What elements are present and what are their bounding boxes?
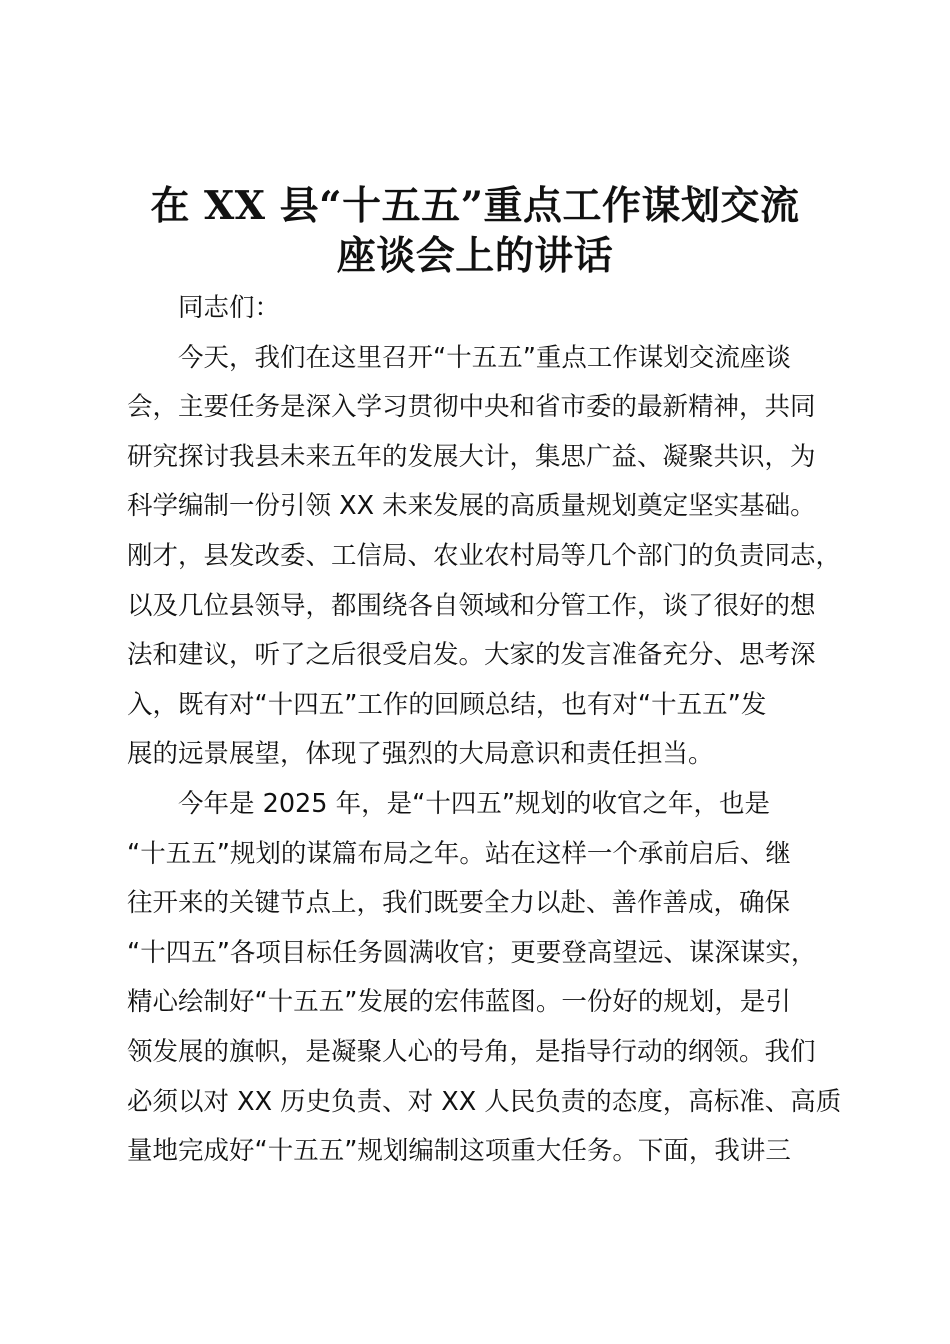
document-title: [100, 181, 850, 281]
paragraph-2-line-6: 领发展的旗帜，是凝聚人心的号角，是指导行动的纲领。我们: [127, 1036, 816, 1067]
paragraph-1-line-3: 研究探讨我县未来五年的发展大计，集思广益、凝聚共识，为: [127, 441, 816, 472]
paragraph-2-line-8: 量地完成好“十五五”规划编制这项重大任务。下面，我讲三: [127, 1136, 791, 1167]
paragraph-1-line-2: 会，主要任务是深入学习贯彻中央和省市委的最新精神，共同: [127, 392, 816, 423]
paragraph-2-line-4: “十四五”各项目标任务圆满收官；更要登高望远、谋深谋实，: [127, 937, 817, 968]
paragraph-2-line-7: 必须以对 XX 历史负责、对 XX 人民负责的态度，高标准、高质: [127, 1086, 842, 1117]
paragraph-1-line-7: 法和建议，听了之后很受启发。大家的发言准备充分、思考深: [127, 640, 816, 671]
salutation-text: 同志们：: [178, 293, 281, 323]
paragraph-1-line-6: 以及几位县领导，都围绕各自领域和分管工作，谈了很好的想: [127, 590, 816, 621]
title-line-1: 在 XX 县“十五五”重点工作谋划交流: [150, 183, 800, 229]
paragraph-1-line-8: 入，既有对“十四五”工作的回顾总结，也有对“十五五”发: [127, 689, 767, 720]
paragraph-1-line-5: 刚才，县发改委、工信局、农业农村局等几个部门的负责同志，: [127, 540, 842, 571]
paragraph-1: [127, 334, 842, 780]
salutation: [127, 284, 839, 334]
paragraph-2-line-3: 往开来的关键节点上，我们既要全力以赴、善作善成，确保: [127, 888, 791, 919]
paragraph-1-line-1: 今天，我们在这里召开“十五五”重点工作谋划交流座谈: [178, 342, 791, 373]
paragraph-2-line-5: 精心绘制好“十五五”发展的宏伟蓝图。一份好的规划，是引: [127, 987, 791, 1018]
paragraph-2-line-2: “十五五”规划的谋篇布局之年。站在这样一个承前启后、继: [127, 838, 791, 869]
paragraph-2: [127, 780, 842, 1177]
document-body: [127, 284, 842, 1177]
paragraph-1-line-4: 科学编制一份引领 XX 未来发展的高质量规划奠定坚实基础。: [127, 491, 816, 522]
paragraph-1-line-9: 展的远景展望，体现了强烈的大局意识和责任担当。: [127, 739, 714, 770]
paragraph-2-line-1: 今年是 2025 年，是“十四五”规划的收官之年，也是: [178, 788, 771, 819]
title-line-2: 座谈会上的讲话: [336, 233, 614, 279]
